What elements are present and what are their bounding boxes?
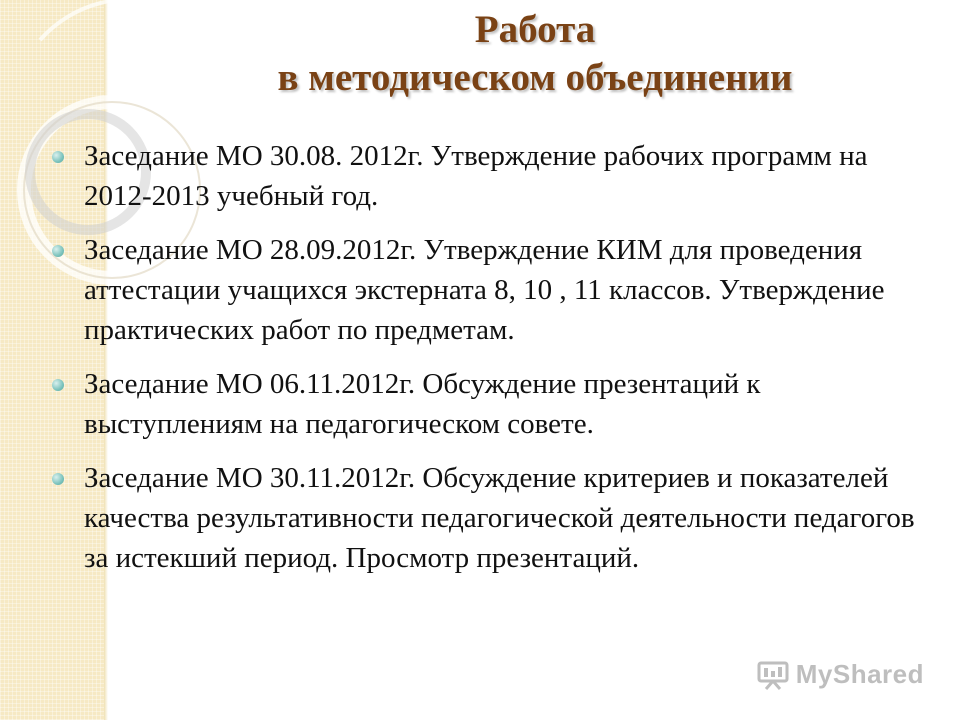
- bullet-item-4: [50, 458, 930, 578]
- watermark: [756, 659, 924, 690]
- bullet-item-1: [50, 136, 930, 216]
- bullet-text: Заседание МО 28.09.2012г. Утверждение КИМ для проведения аттестации учащихся экстерната 8, 10 , 11 классов. Утверждение практических работ по предметам.: [84, 234, 885, 346]
- bullet-list: [50, 136, 930, 592]
- bullet-dot-icon: [52, 151, 64, 163]
- presentation-board-icon: [756, 660, 790, 690]
- bullet-text: Заседание МО 30.08. 2012г. Утверждение рабочих программ на 2012-2013 учебный год.: [84, 140, 868, 212]
- watermark-text: MyShared: [795, 659, 924, 689]
- bullet-text: Заседание МО 06.11.2012г. Обсуждение презентаций к выступлениям на педагогическом совете.: [84, 368, 761, 440]
- bullet-text: Заседание МО 30.11.2012г. Обсуждение критериев и показателей качества результативности педагогической деятельности педагогов за истекший период. Просмотр презентаций.: [84, 462, 915, 574]
- bullet-dot-icon: [52, 379, 64, 391]
- title-line-1: Работа: [474, 8, 596, 51]
- bullet-dot-icon: [52, 245, 64, 257]
- bullet-dot-icon: [52, 473, 64, 485]
- title-line-2: в методическом объединении: [277, 56, 793, 99]
- bullet-item-3: [50, 364, 930, 444]
- bullet-item-2: [50, 230, 930, 350]
- slide-title: [0, 6, 960, 102]
